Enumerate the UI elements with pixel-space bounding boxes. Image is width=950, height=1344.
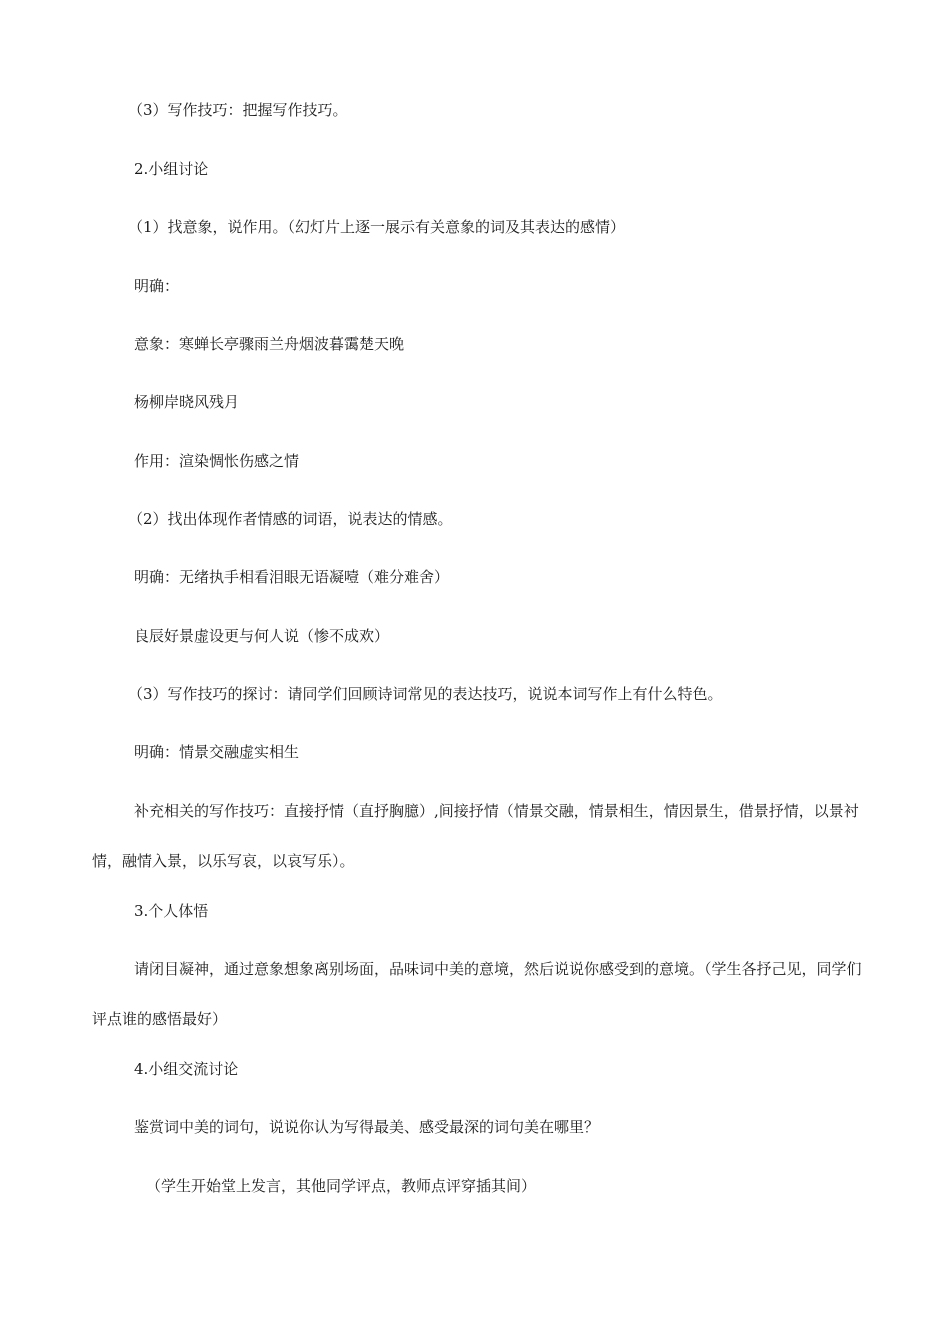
paragraph-imagery-list: 意象：寒蝉长亭骤雨兰舟烟波暮霭楚天晚 xyxy=(134,335,405,353)
paragraph-students-speak: （学生开始堂上发言，其他同学评点，教师点评穿插其间） xyxy=(146,1177,537,1195)
paragraph-clarify: 明确： xyxy=(134,277,180,295)
paragraph-find-emotion-words: （2）找出体现作者情感的词语，说表达的情感。 xyxy=(128,510,453,528)
paragraph-clarify-emotion: 明确：无绪执手相看泪眼无语凝噎（难分难舍） xyxy=(134,568,450,586)
paragraph-imagery-list-2: 杨柳岸晓风残月 xyxy=(134,393,240,411)
heading-group-discussion: 2.小组讨论 xyxy=(134,160,209,178)
heading-group-exchange: 4.小组交流讨论 xyxy=(134,1060,239,1078)
paragraph-writing-skill: （3）写作技巧：把握写作技巧。 xyxy=(128,101,348,119)
paragraph-supplement-skills: 补充相关的写作技巧：直接抒情（直抒胸臆）,间接抒情（情景交融，情景相生，情因景生，借景抒情，以景衬情，融情入景，以乐写哀，以哀写乐）。 xyxy=(92,802,859,870)
paragraph-effect: 作用：渲染惆怅伤感之情 xyxy=(134,452,300,470)
paragraph-find-imagery: （1）找意象，说作用。（幻灯片上逐一展示有关意象的词及其表达的感情） xyxy=(128,218,626,236)
heading-personal-insight: 3.个人体悟 xyxy=(134,902,209,920)
paragraph-writing-skill-discussion: （3）写作技巧的探讨：请同学们回顾诗词常见的表达技巧，说说本词写作上有什么特色。 xyxy=(128,685,723,703)
paragraph-close-eyes: 请闭目凝神，通过意象想象离别场面，品味词中美的意境，然后说说你感受到的意境。（学生各抒己见，同学们评点谁的感悟最好） xyxy=(92,960,862,1028)
paragraph-clarify-skill: 明确：情景交融虚实相生 xyxy=(134,743,300,761)
paragraph-appreciate: 鉴赏词中美的词句，说说你认为写得最美、感受最深的词句美在哪里？ xyxy=(134,1118,600,1136)
paragraph-emotion-2: 良辰好景虚设更与何人说（惨不成欢） xyxy=(134,627,390,645)
